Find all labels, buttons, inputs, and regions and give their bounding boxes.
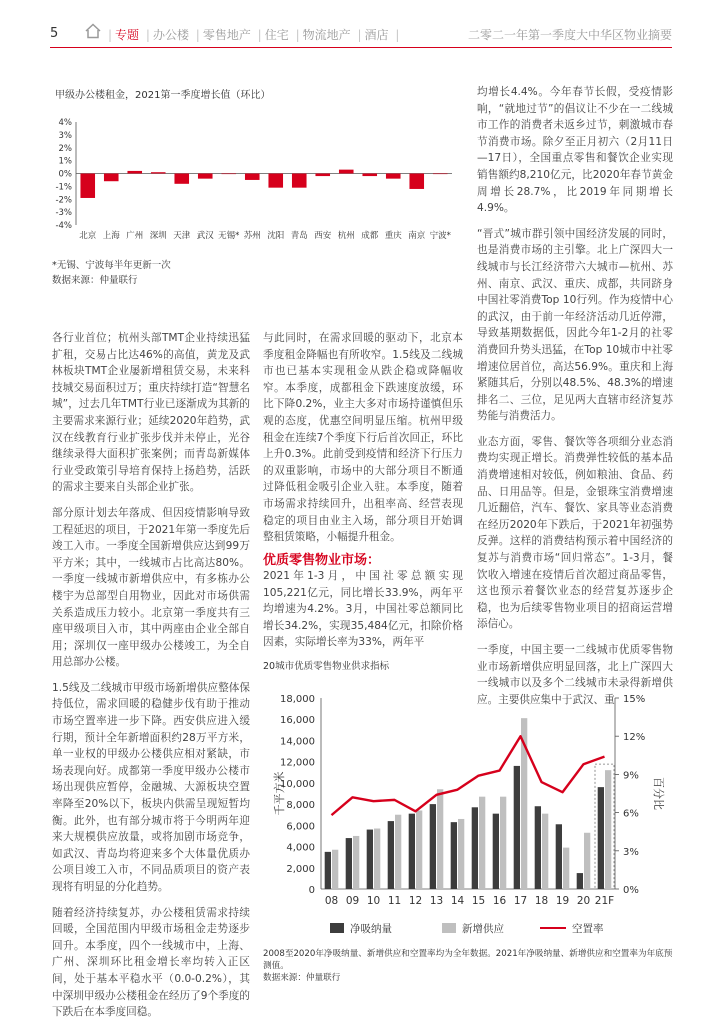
x-tick-label: 18 [534,895,549,907]
x-tick-label: 无锡* [218,231,240,241]
bar-西安 [315,174,330,177]
bar-net-absorption-14 [451,822,457,889]
bar-上海 [104,174,119,182]
bar-net-absorption-18 [535,806,541,889]
paragraph: 与此同时，在需求回暖的驱动下，北京本季度租金降幅也有所收窄。1.5线及二线城市也已基本实现租金从跌企稳或降幅收窄。本季度，成都租金下跌速度放缓，环比下降0.2%，业主大多对市场持谨慎但乐观的态度，优惠空间明显压缩。杭州甲级租金在连续7个季度下行后首次回正，环比上升0.3%。此前受到疫情和经济下行压力的双重影响，市场中的大部分项目不断通过降低租金吸引企业入驻。本季度，随着市场需求持续回升，出租率高、经营表现稳定的项目由业主入场，部分项目开始调整租赁策略，小幅提升租金。 [263,332,463,544]
chart-legend [330,921,660,937]
y-tick-label: -4% [55,221,72,231]
bar-net-absorption-09 [346,838,352,889]
y-tick-label: -3% [55,208,72,219]
x-tick-label: 13 [429,895,444,907]
bar-net-absorption-08 [325,852,331,889]
bar-重庆 [386,174,401,179]
paragraph: 随着经济持续复苏，办公楼租赁需求持续回暖，全国范围内甲级市场租金走势逐步回升。本季度，四个一线城市中，上海、广州、深圳环比租金增长率均转入正区间，处于基本平稳水平（0.0-0.2%），其中深圳甲级办公楼租金在经历了9个季度的下跌后在本季度回稳。 [52,906,250,1019]
x-tick-label: 20 [576,895,591,907]
x-tick-label: 15 [471,895,486,907]
bar-青岛 [292,174,307,188]
bar-成都 [362,174,377,177]
chart-footnote: *无锡、宁波每半年更新一次 [52,260,171,271]
office-rent-chart-notes [52,258,171,288]
retail-chart-title: 20城市优质零售物业供求指标 [263,661,390,672]
y-right-tick-label: 3% [623,846,639,858]
left-text-column [52,330,250,1030]
paragraph: 各行业首位；杭州头部TMT企业持续迅猛扩租，交易占比达46%的高值，黄龙及武林板块TMT企业屡新增租赁交易，未来科技城交易面积过万；重庆持续打造“智慧名城”，过去几年TMT行业已逐渐成为其新的主要需求来源行业；延续2020年趋势，武汉在线教育行业扩张步伐并未停止，光谷继续录得大面积扩张案例；而青岛新媒体行业受政策引导培育保持上扬趋势，活跃的需求主要来自头部企业扩张。 [52,332,250,494]
x-tick-label: 上海 [102,231,120,241]
bar-new-supply-14 [458,819,464,889]
bar-new-supply-16 [500,797,506,889]
chart-source: 数据来源：仲量联行 [52,275,138,286]
page-number: 5 [50,26,59,41]
bar-net-absorption-12 [409,814,415,889]
nav-item-hotel[interactable]: 酒店 [364,28,389,42]
y-right-tick-label: 12% [623,732,646,744]
bar-无锡* [221,174,236,175]
page-header [0,0,724,64]
x-tick-label: 重庆 [384,231,402,241]
nav-item-residential[interactable]: 住宅 [264,28,289,42]
y-tick-label: 0 [308,885,315,896]
bar-net-absorption-11 [388,821,394,889]
y-right-tick-label: 15% [623,694,646,705]
legend-label-new-supply: 新增供应 [462,923,504,935]
legend-swatch-vacancy [540,927,566,929]
bar-宁波* [433,174,448,175]
x-tick-label: 北京 [79,231,97,241]
paragraph: “晋式”城市群引领中国经济发展的同时，也是消费市场的主引擎。北上广深四大一线城市与长江经济带六大城市—杭州、苏州、南京、武汉、重庆、成都，共同跻身中国社零消费Top 10行列。作为疫情中心的武汉，由于前一年经济活动几近停滞，导致基期数据低，因此今年1-2月的社零消费回升势头迅猛，在Top 10城市中社零增速位居首位，高达56.9%。重庆和上海紧随其后，分别以48.5%、48.3%的增速排名二、三位，足见两大直辖市经济复苏势能与消费活力。 [477,227,673,423]
right-text-column [477,84,673,717]
chart-footnote: 2008至2020年净吸纳量、新增供应和空置率均为全年数据。2021年净吸纳量、新增供应和空置率为年底预测值。 [263,949,673,971]
x-tick-label: 杭州 [337,231,355,241]
bar-new-supply-10 [374,829,380,889]
nav-item-logistics[interactable]: 物流地产 [302,28,351,42]
bar-苏州 [245,174,260,180]
y-right-tick-label: 0% [623,885,639,896]
bar-net-absorption-13 [430,804,436,889]
x-tick-label: 深圳 [149,231,167,241]
home-icon[interactable] [84,22,102,40]
x-tick-label: 西安 [314,231,332,241]
middle-text-column [263,330,463,555]
y-tick-label: -1% [55,182,72,193]
y-axis-title: 千平方米 [273,771,286,816]
y-tick-label: 6,000 [286,821,315,833]
legend-swatch-net-absorption [330,923,344,933]
x-tick-label: 天津 [173,231,191,241]
paragraph: 1.5线及二线城市甲级市场新增供应整体保持低位，需求回暖的稳健步伐有助于推动市场空置率进一步下降。西安供应进入缓行期，预计全年新增面积约28万平方米，单一业权的甲级办公楼供应相对紧缺，市场表现向好。成都第一季度甲级办公楼市场出现供应暂停，金融城、大源板块空置率降至20%以下，板块内供需呈现短暂均衡。此外，也有部分城市将于今明两年迎来大规模供应放量，或将加剧市场竞争，如武汉、青岛均将迎来多个大体量优质办公项目竣工入市，不同品质项目的资产表现将有明显的分化趋势。 [52,681,250,893]
paragraph: 业态方面，零售、餐饮等各项细分业态消费均实现正增长。消费弹性较低的基本品消费增速相对较低，例如粮油、食品、药品、日用品等。但是，金银珠宝消费增速几近翻倍，汽车、餐饮、家具等业态消费在经历2020年下跌后，于2021年初强势反弹。这样的消费结构预示着中国经济的复苏与消费市场“回归常态”。1-3月，餐饮收入增速在疫情后首次超过商品零售，这也预示着餐饮业态的经营复苏逐步企稳，也为后续零售物业项目的招商运营增添信心。 [477,435,673,631]
x-tick-label: 21F [594,895,615,907]
paragraph: 一季度，中国主要一二线城市优质零售物业市场新增供应明显回落，北上广深四大一线城市以及多个二线城市未录得新增供应。主要供应集中于武汉、重 [477,644,673,706]
bar-net-absorption-16 [493,814,499,889]
y-right-tick-label: 6% [623,808,639,820]
y-tick-label: -2% [55,195,72,206]
bar-杭州 [339,170,354,174]
x-tick-label: 沈阳 [267,231,285,241]
bar-new-supply-13 [437,789,443,889]
y-tick-label: 14,000 [280,736,315,748]
bar-沈阳 [268,174,283,188]
x-tick-label: 青岛 [290,231,308,241]
bar-net-absorption-10 [367,830,373,889]
x-tick-label: 武汉 [196,231,214,241]
x-tick-label: 14 [450,895,465,907]
bar-天津 [174,174,189,184]
x-tick-label: 12 [408,895,423,907]
bar-new-supply-12 [416,810,422,889]
vacancy-rate-line [332,736,605,815]
section-nav: | 专题 | 办公楼 | 零售地产 | 住宅 | 物流地产 | 酒店 | [108,28,400,42]
bar-net-absorption-19 [556,824,562,889]
y-tick-label: 4,000 [286,842,315,854]
x-tick-label: 19 [555,895,570,907]
legend-swatch-new-supply [442,923,456,933]
bar-武汉 [198,174,213,179]
nav-item-office[interactable]: 办公楼 [152,28,189,42]
bar-net-absorption-15 [472,807,478,889]
middle-text-column-2 [263,568,463,660]
retail-chart-notes [263,948,673,984]
y-tick-label: 12,000 [280,757,315,769]
paragraph: 部分原计划去年落成、但因疫情影响导致工程延迟的项目，于2021年第一季度先后竣工入市。一季度全国新增供应达到99万平方米；其中，一线城市占比高达80%。一季度一线城市新增供应中，有多栋办公楼宇为总部型自用物业，因此对市场供需关系造成压力较小。北京第一季度共有三座甲级项目入市，其中两座由企业全部自用；深圳仅一座甲级办公楼竣工，为全自用总部办公楼。 [52,506,250,669]
bar-new-supply-08 [332,850,338,889]
x-tick-label: 17 [513,895,528,907]
bar-new-supply-20 [584,833,590,889]
nav-item-retail[interactable]: 零售地产 [202,28,251,42]
x-tick-label: 宁波* [429,231,451,241]
y-right-axis-title: 百分比 [652,777,665,810]
bar-广州 [127,171,142,174]
paragraph: 2021年1-3月，中国社零总额实现105,221亿元，同比增长33.9%，两年平均增速为4.2%。3月，中国社零总额同比增长34.2%，实现35,484亿元，扣除价格因素，实际增长率为33%，两年平 [263,570,463,649]
paragraph: 均增长4.4%。今年春节长假，受疫情影响，“就地过节”的倡议让不少在一二线城市工作的消费者未返乡过节，刺激城市春节消费市场。除夕至正月初六（2月11日—17日），全国重点零售和餐饮企业实现销售额约8,210亿元，比2020年春节黄金周增长28.7%，比2019年同期增长4.9%。 [477,86,673,215]
bar-net-absorption-20 [577,873,583,889]
bar-南京 [409,174,424,189]
y-tick-label: 2% [58,143,72,154]
retail-supply-demand-chart [263,676,663,946]
y-tick-label: 2,000 [286,863,315,875]
x-tick-label: 成都 [361,231,379,241]
x-tick-label: 08 [324,895,339,907]
bar-new-supply-21F [605,770,611,889]
bar-深圳 [151,172,166,173]
document-title: 二零二一年第一季度大中华区物业摘要 [467,28,672,42]
y-tick-label: 3% [58,130,72,141]
x-tick-label: 广州 [126,231,144,241]
office-rent-chart-title: 甲级办公楼租金，2021第一季度增长值（环比） [55,90,271,101]
nav-item-feature[interactable]: 专题 [115,28,140,42]
x-tick-label: 南京 [408,231,426,241]
bar-net-absorption-17 [514,766,520,889]
legend-label-net-absorption: 净吸纳量 [350,923,392,935]
y-tick-label: 18,000 [280,694,315,705]
bar-new-supply-19 [563,848,569,889]
header-divider [50,47,672,48]
office-rent-growth-chart [50,104,456,249]
legend-label-vacancy: 空置率 [572,923,604,935]
y-right-tick-label: 9% [623,770,639,782]
x-tick-label: 10 [366,895,381,907]
y-tick-label: 10,000 [280,778,315,790]
y-tick-label: 1% [58,156,72,167]
retail-section-heading: 优质零售物业市场： [263,553,381,568]
bar-net-absorption-21F [598,787,604,889]
x-tick-label: 16 [492,895,507,907]
bar-new-supply-11 [395,815,401,889]
bar-new-supply-15 [479,797,485,889]
bar-new-supply-09 [353,836,359,889]
bar-北京 [80,174,95,198]
x-tick-label: 11 [387,895,402,907]
y-tick-label: 4% [58,118,72,128]
bar-new-supply-18 [542,814,548,889]
y-tick-label: 0% [58,169,72,180]
y-tick-label: 8,000 [286,800,315,812]
x-tick-label: 09 [345,895,360,907]
chart-source: 数据来源：仲量联行 [263,973,341,983]
y-tick-label: 16,000 [280,715,315,727]
x-tick-label: 苏州 [243,231,261,241]
